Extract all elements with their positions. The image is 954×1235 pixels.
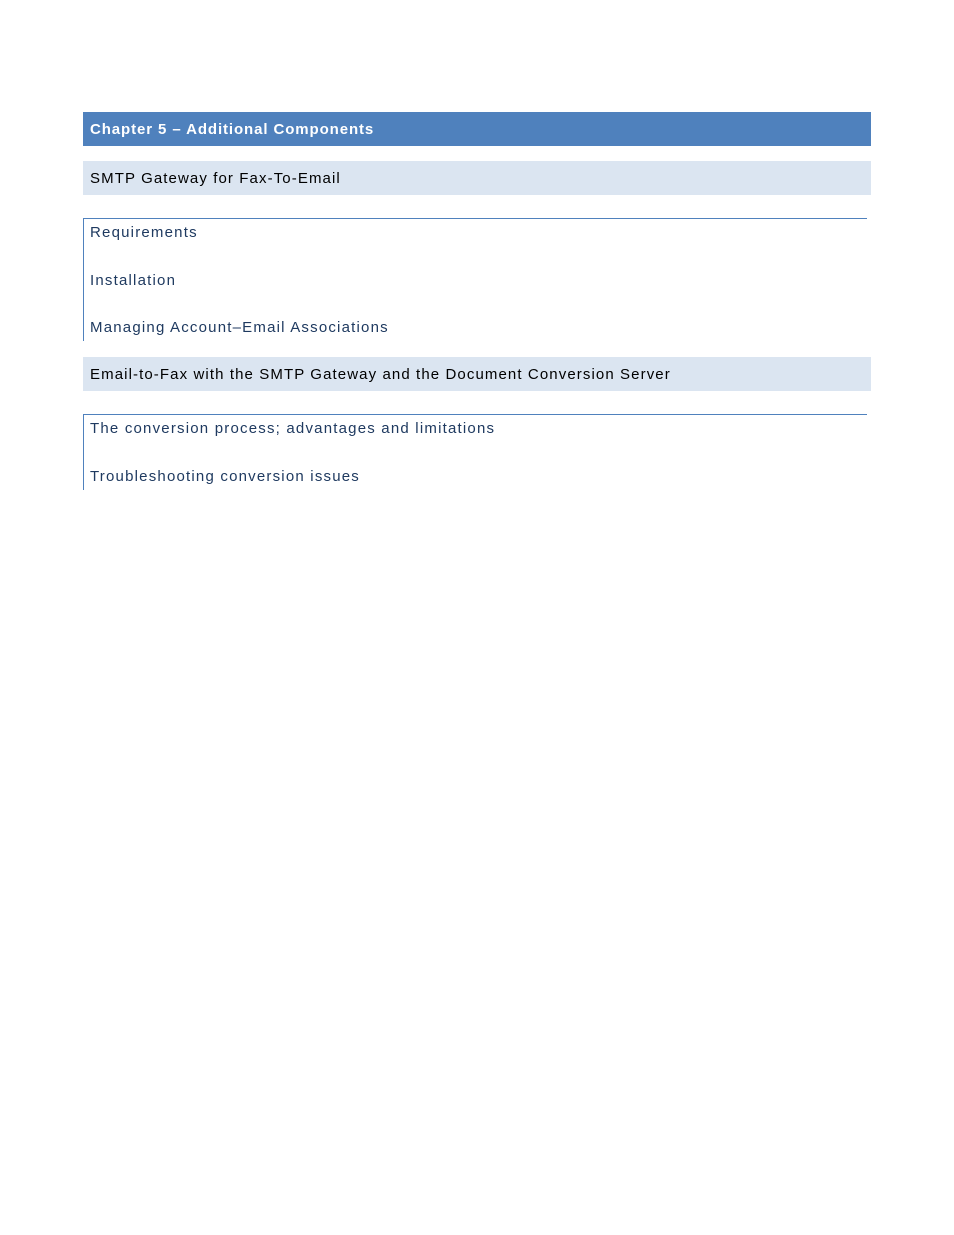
section-title: SMTP Gateway for Fax-To-Email <box>90 169 341 187</box>
subsection-list-email-to-fax <box>83 414 867 490</box>
subsection-troubleshooting: Troubleshooting conversion issues <box>90 467 361 485</box>
subsection-list-smtp-gateway <box>83 218 867 341</box>
chapter-heading <box>83 112 871 146</box>
subsection-managing-associations: Managing Account–Email Associations <box>90 319 389 336</box>
section-heading-email-to-fax <box>83 357 871 391</box>
toc-page <box>83 112 871 490</box>
subsection-conversion-process: The conversion process; advantages and limitations <box>90 420 496 437</box>
chapter-title: Chapter 5 – Additional Components <box>90 120 375 138</box>
subsection-requirements: Requirements <box>90 224 198 241</box>
section-title: Email-to-Fax with the SMTP Gateway and the Document Conversion Server <box>90 365 671 383</box>
section-heading-smtp-gateway <box>83 161 871 195</box>
subsection-installation: Installation <box>90 271 177 289</box>
